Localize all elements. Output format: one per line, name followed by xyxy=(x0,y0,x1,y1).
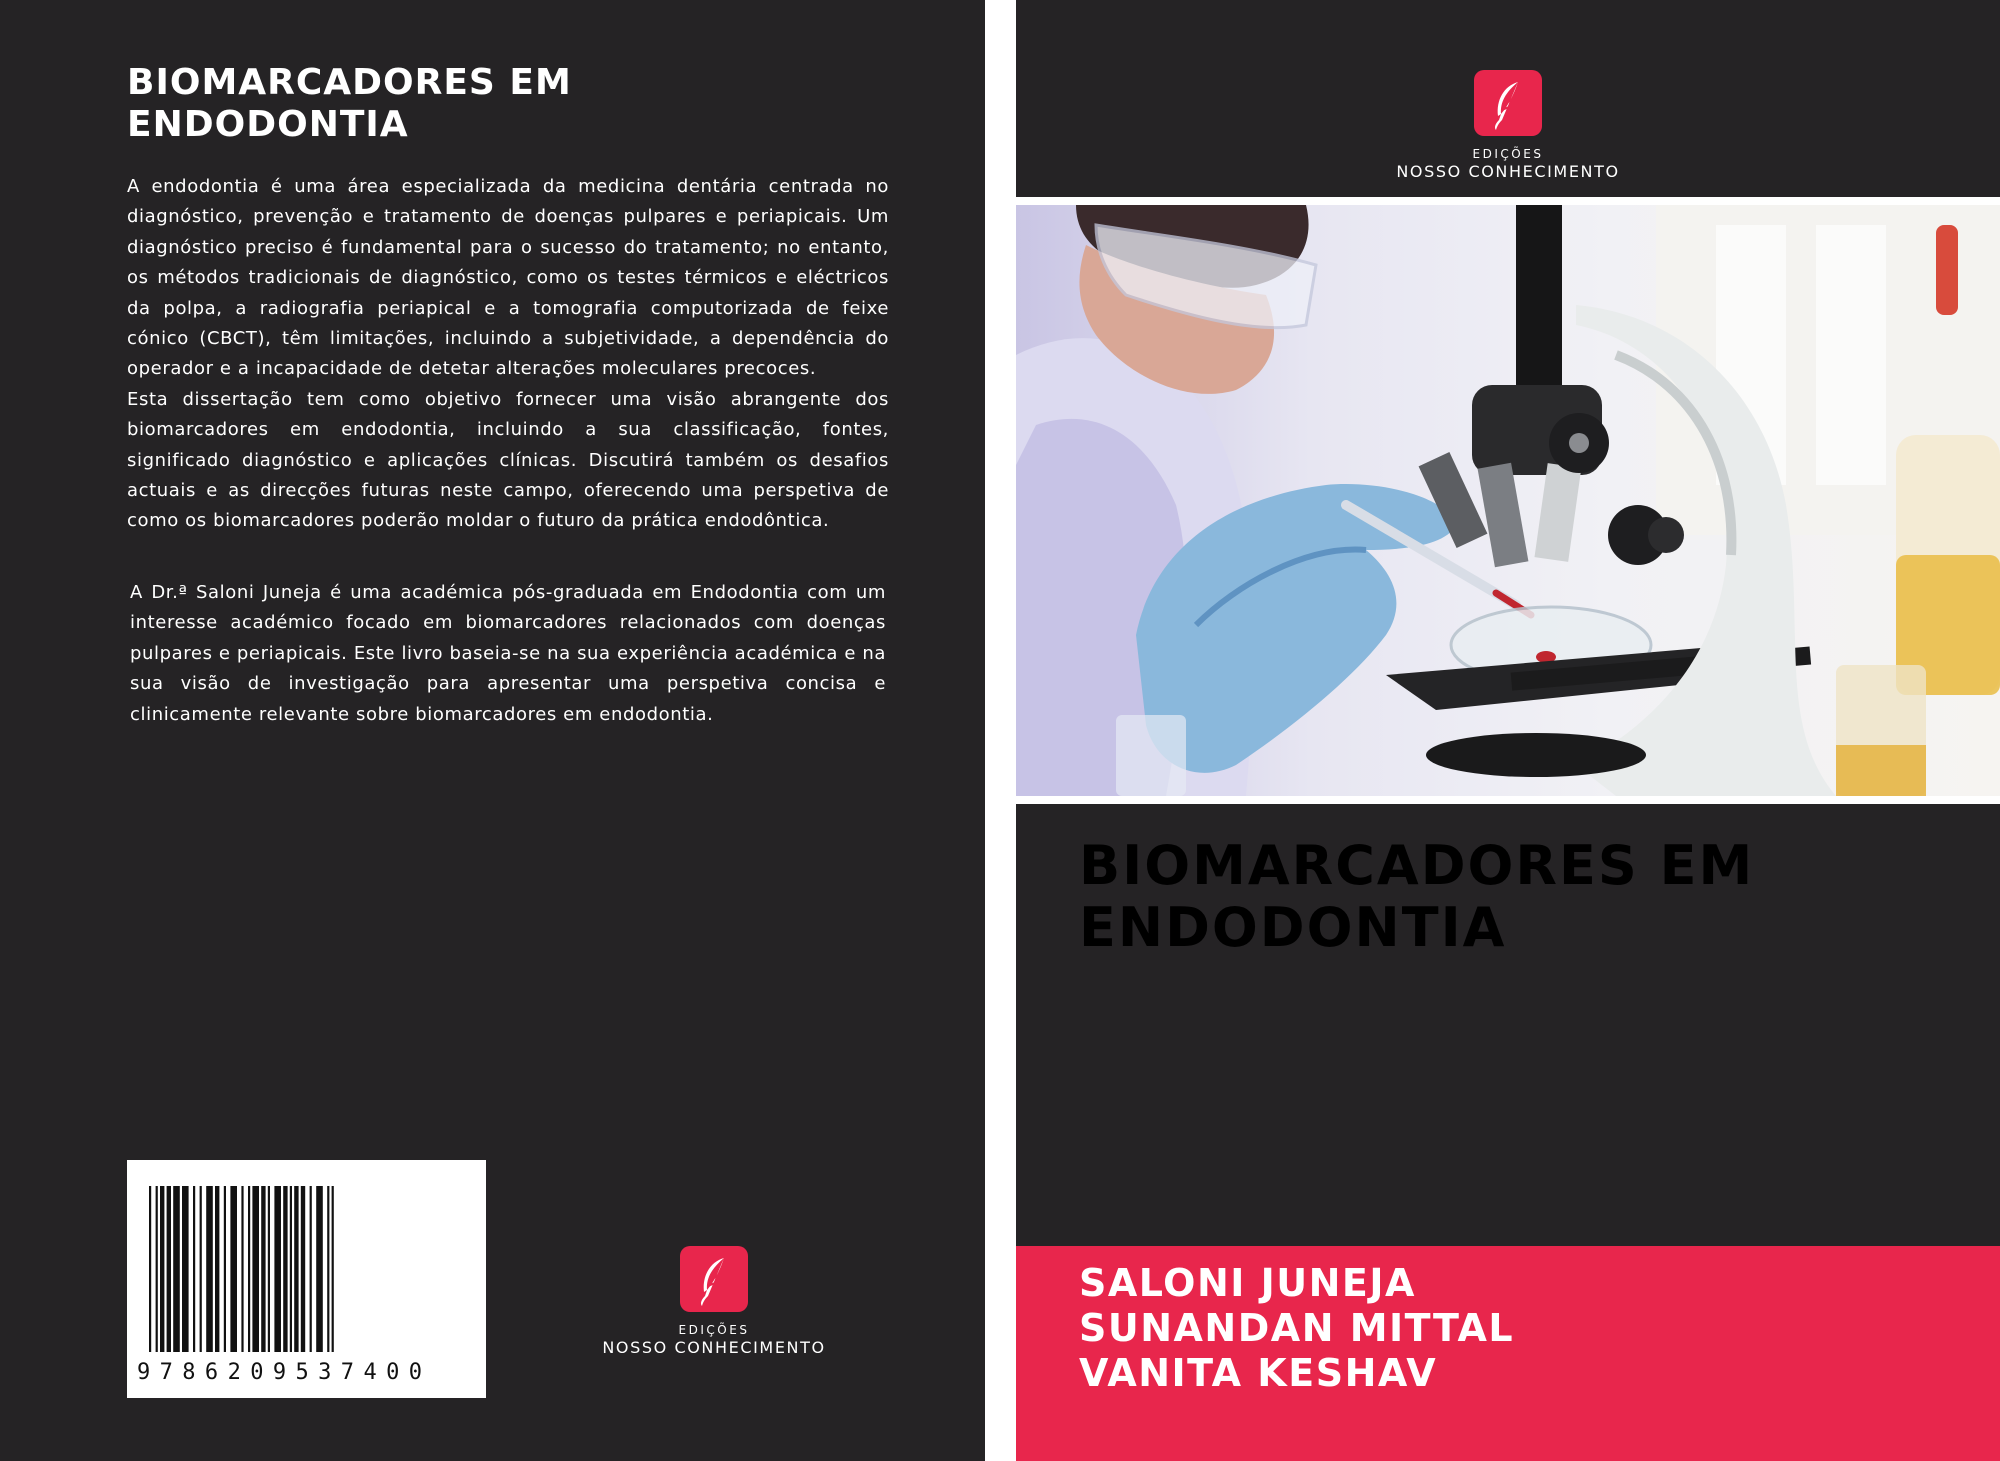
barcode-bar xyxy=(252,1186,259,1352)
authors-band xyxy=(1016,1246,2000,1461)
barcode-bar xyxy=(283,1186,287,1352)
barcode-bar xyxy=(241,1186,243,1352)
barcode-bar xyxy=(193,1186,195,1352)
barcode-bar xyxy=(173,1186,180,1352)
barcode-bar xyxy=(200,1186,202,1352)
publisher-line-2: NOSSO CONHECIMENTO xyxy=(1396,162,1620,181)
author-name: SUNANDAN MITTAL xyxy=(1079,1306,1515,1350)
barcode-bar xyxy=(160,1186,164,1352)
barcode-bar xyxy=(294,1186,298,1352)
barcode-bar xyxy=(316,1186,323,1352)
book-spine xyxy=(985,0,1016,1461)
barcode-bar xyxy=(230,1186,237,1352)
isbn-digits: 9786209537400 xyxy=(137,1360,432,1385)
feather-quill-icon xyxy=(680,1246,748,1312)
photo-bottom-border xyxy=(1016,796,2000,804)
barcode-bar xyxy=(149,1186,151,1352)
publisher-line-2: NOSSO CONHECIMENTO xyxy=(602,1338,826,1357)
photo-top-border xyxy=(1016,197,2000,205)
barcode-bar xyxy=(215,1186,219,1352)
barcode-bar xyxy=(332,1186,334,1352)
front-publisher-logo xyxy=(1365,70,1651,182)
feather-quill-icon xyxy=(1474,70,1542,136)
blurb-paragraph-1: A endodontia é uma área especializada da medicina dentária centrada no diagnóstico, prevenção e tratamento de doenças pulpares e periapicais. Um diagnóstico preciso é fundamental para o sucesso do tratamento; no entanto, os métodos tradicionais de diagnóstico, como os testes térmicos e eléctricos da polpa, a radiografia periapical e a tomografia computorizada de feixe cónico (CBCT), têm limitações, incluindo a subjetividade, a dependência do operador e a incapacidade de detetar alterações moleculares precoces. xyxy=(127,176,889,380)
barcode-bar xyxy=(156,1186,158,1352)
back-cover xyxy=(0,0,985,1461)
publisher-line-1: EDIÇÕES xyxy=(1472,147,1544,161)
barcode-bar xyxy=(268,1186,270,1352)
barcode-bar xyxy=(301,1186,305,1352)
back-cover-title: BIOMARCADORES EM ENDODONTIA xyxy=(127,62,572,145)
barcode-bar xyxy=(182,1186,189,1352)
scientist-microscope-photo xyxy=(1016,205,2000,796)
back-cover-blurb xyxy=(127,172,889,537)
barcode-bar xyxy=(274,1186,281,1352)
barcode-bar xyxy=(206,1186,213,1352)
barcode-bar xyxy=(261,1186,265,1352)
front-cover-title: BIOMARCADORES EM ENDODONTIA xyxy=(1079,834,1755,959)
isbn-barcode xyxy=(127,1160,486,1398)
author-name: SALONI JUNEJA xyxy=(1079,1261,1416,1305)
barcode-bar xyxy=(248,1186,250,1352)
barcode-bar xyxy=(290,1186,292,1352)
author-bio: A Dr.ª Saloni Juneja é uma académica pós-graduada em Endodontia com um interesse académico focado em biomarcadores relacionados com doenças pulpares e periapicais. Este livro baseia-se na sua experiência académica e na sua visão de investigação para apresentar uma perspetiva concisa e clinicamente relevante sobre biomarcadores em endodontia. xyxy=(130,582,886,725)
barcode-bar xyxy=(310,1186,312,1352)
publisher-line-1: EDIÇÕES xyxy=(678,1323,750,1337)
back-publisher-logo xyxy=(579,1246,849,1358)
barcode-bar xyxy=(224,1186,226,1352)
blurb-paragraph-2: Esta dissertação tem como objetivo fornecer uma visão abrangente dos biomarcadores em endodontia, incluindo a sua classificação, fontes, significado diagnóstico e aplicações clínicas. Discutirá também os desafios actuais e as direcções futuras neste campo, oferecendo uma perspetiva de como os biomarcadores poderão moldar o futuro da prática endodôntica. xyxy=(127,388,889,532)
barcode-bar xyxy=(167,1186,171,1352)
author-name: VANITA KESHAV xyxy=(1079,1351,1438,1395)
barcode-bar xyxy=(327,1186,329,1352)
